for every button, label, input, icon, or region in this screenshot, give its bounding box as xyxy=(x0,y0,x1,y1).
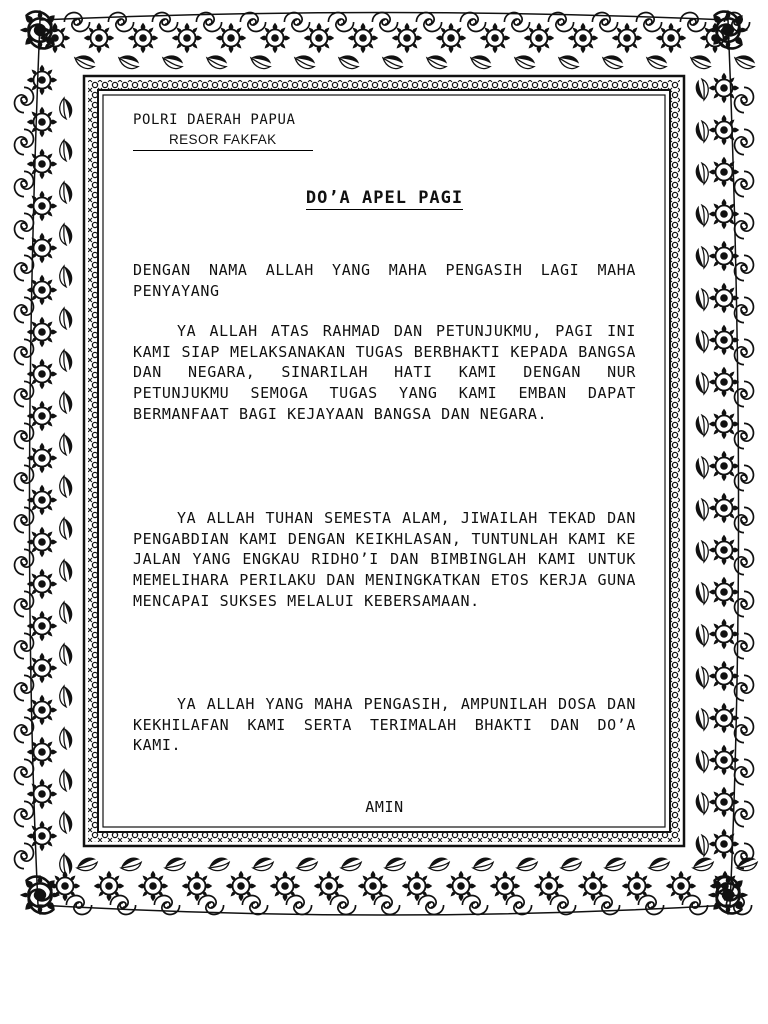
leaf-ornament xyxy=(694,540,710,563)
scroll-ornament xyxy=(374,896,399,915)
leaf-ornament xyxy=(249,52,273,71)
leaf-ornament xyxy=(694,372,710,395)
organization-name: POLRI DAERAH PAPUA xyxy=(133,112,296,128)
leaf-ornament xyxy=(694,456,710,479)
scroll-ornament xyxy=(735,507,754,532)
scroll-ornament xyxy=(682,896,707,915)
scroll-ornament xyxy=(15,759,34,784)
scroll-ornament xyxy=(636,13,661,32)
leaf-ornament xyxy=(58,181,74,204)
flower-ornament xyxy=(490,871,520,901)
closing-amin: AMIN xyxy=(365,798,404,816)
scroll-ornament xyxy=(286,896,311,915)
scroll-ornament xyxy=(15,171,34,196)
flower-ornament xyxy=(622,871,652,901)
scroll-ornament xyxy=(15,465,34,490)
scroll-ornament xyxy=(504,13,529,32)
leaf-ornament xyxy=(58,139,74,162)
leaf-ornament xyxy=(58,685,74,708)
scroll-ornament xyxy=(66,896,91,915)
leaf-ornament xyxy=(58,307,74,330)
leaf-ornament xyxy=(691,855,715,874)
leaf-ornament xyxy=(694,204,710,227)
scroll-ornament xyxy=(15,717,34,742)
leaf-ornament xyxy=(694,330,710,353)
scroll-ornament xyxy=(372,13,397,32)
flower-ornament xyxy=(358,871,388,901)
scroll-ornament xyxy=(418,896,443,915)
leaf-ornament xyxy=(694,414,710,437)
leaf-ornament xyxy=(694,120,710,143)
flower-ornament xyxy=(534,871,564,901)
leaf-ornament xyxy=(58,727,74,750)
scroll-ornament xyxy=(240,13,265,32)
scroll-ornament xyxy=(735,171,754,196)
leaf-ornament xyxy=(733,52,757,71)
leaf-ornament xyxy=(513,52,537,71)
scroll-ornament xyxy=(460,13,485,32)
scroll-ornament xyxy=(15,843,34,868)
leaf-ornament xyxy=(58,391,74,414)
scroll-ornament xyxy=(735,717,754,742)
leaf-ornament xyxy=(58,517,74,540)
leaf-ornament xyxy=(694,582,710,605)
leaf-ornament xyxy=(337,52,361,71)
scroll-ornament xyxy=(506,896,531,915)
scroll-ornament xyxy=(735,213,754,238)
scroll-ornament xyxy=(108,13,133,32)
leaf-ornament xyxy=(694,666,710,689)
leaf-ornament xyxy=(557,52,581,71)
leaf-ornament xyxy=(425,52,449,71)
scroll-ornament xyxy=(15,213,34,238)
leaf-ornament xyxy=(694,78,710,101)
flower-ornament xyxy=(94,871,124,901)
scroll-ornament xyxy=(735,129,754,154)
scroll-ornament xyxy=(328,13,353,32)
scroll-ornament xyxy=(638,896,663,915)
prayer-paragraph-2: YA ALLAH TUHAN SEMESTA ALAM, JIWAILAH TEKAD DAN PENGABDIAN KAMI DENGAN KEIKHLASAN, TUNTUNLAH KAMI KE JALAN YANG ENGKAU RIDHO’I DAN BIMBINGLAH KAMI UNTUK MEMELIHARA PERILAKU DAN MENINGKATKAN ETOS KERJA GUNA MENCAPAI SUKSES MELALUI KEBERSAMAAN. xyxy=(133,509,636,610)
scroll-ornament xyxy=(735,255,754,280)
leaf-ornament xyxy=(559,855,583,874)
flower-ornament xyxy=(314,871,344,901)
leaf-ornament xyxy=(161,52,185,71)
flower-ornament xyxy=(270,871,300,901)
leaf-ornament xyxy=(205,52,229,71)
leaf-ornament xyxy=(58,559,74,582)
leaf-ornament xyxy=(58,601,74,624)
leaf-ornament xyxy=(58,223,74,246)
flower-ornament xyxy=(138,871,168,901)
scroll-ornament xyxy=(735,549,754,574)
leaf-ornament xyxy=(207,855,231,874)
leaf-ornament xyxy=(515,855,539,874)
leaf-ornament xyxy=(694,498,710,521)
scroll-ornament xyxy=(110,896,135,915)
leaf-ornament xyxy=(293,52,317,71)
leaf-ornament xyxy=(58,811,74,834)
leaf-ornament xyxy=(58,97,74,120)
scroll-ornament xyxy=(15,507,34,532)
prayer-paragraph-3: YA ALLAH YANG MAHA PENGASIH, AMPUNILAH DOSA DAN KEKHILAFAN KAMI SERTA TERIMALAH BHAKTI DAN DO’A KAMI. xyxy=(133,695,636,755)
flower-ornament xyxy=(666,871,696,901)
leaf-ornament xyxy=(381,52,405,71)
leaf-ornament xyxy=(119,855,143,874)
leaf-ornament xyxy=(58,475,74,498)
scroll-ornament xyxy=(15,255,34,280)
flower-ornament xyxy=(182,871,212,901)
leaf-ornament xyxy=(694,834,710,857)
unit-name: RESOR FAKFAK xyxy=(133,130,313,151)
leaf-ornament xyxy=(689,52,713,71)
scroll-ornament xyxy=(416,13,441,32)
leaf-ornament xyxy=(58,643,74,666)
leaf-ornament xyxy=(694,792,710,815)
leaf-ornament xyxy=(601,52,625,71)
scroll-ornament xyxy=(735,759,754,784)
scroll-ornament xyxy=(15,801,34,826)
leaf-ornament xyxy=(58,349,74,372)
scroll-ornament xyxy=(15,549,34,574)
scroll-ornament xyxy=(64,13,89,32)
scroll-ornament xyxy=(462,896,487,915)
leaf-ornament xyxy=(645,52,669,71)
scroll-ornament xyxy=(735,87,754,112)
leaf-ornament xyxy=(251,855,275,874)
leaf-ornament xyxy=(469,52,493,71)
flower-ornament xyxy=(446,871,476,901)
leaf-ornament xyxy=(58,769,74,792)
leaf-ornament xyxy=(694,288,710,311)
leaf-ornament xyxy=(694,162,710,185)
leaf-ornament xyxy=(694,624,710,647)
leaf-ornament xyxy=(58,433,74,456)
scroll-ornament xyxy=(15,129,34,154)
scroll-ornament xyxy=(735,801,754,826)
leaf-ornament xyxy=(694,750,710,773)
prayer-paragraph-1: YA ALLAH ATAS RAHMAD DAN PETUNJUKMU, PAGI INI KAMI SIAP MELAKSANAKAN TUGAS BERBHAKTI KEPADA BANGSA DAN NEGARA, SINARILAH HATI KAMI DENGAN NUR PETUNJUKMU SEMOGA TUGAS YANG KAMI EMBAN DAPAT BERMANFAAT BAGI KEJAYAAN BANGSA DAN NEGARA. xyxy=(133,322,636,423)
leaf-ornament xyxy=(694,708,710,731)
flower-ornament xyxy=(402,871,432,901)
leaf-ornament xyxy=(427,855,451,874)
document-header xyxy=(133,110,313,151)
scroll-ornament xyxy=(680,13,705,32)
title-text: DO’A APEL PAGI xyxy=(305,188,464,208)
leaf-ornament xyxy=(75,855,99,874)
flower-ornament xyxy=(578,871,608,901)
document-title xyxy=(133,188,636,208)
flower-ornament xyxy=(226,871,256,901)
flower-ornament xyxy=(699,866,758,925)
leaf-ornament xyxy=(295,855,319,874)
leaf-ornament xyxy=(339,855,363,874)
scroll-ornament xyxy=(242,896,267,915)
scroll-ornament xyxy=(330,896,355,915)
scroll-ornament xyxy=(735,423,754,448)
scroll-ornament xyxy=(284,13,309,32)
scroll-ornament xyxy=(15,423,34,448)
opening-paragraph: DENGAN NAMA ALLAH YANG MAHA PENGASIH LAGI MAHA PENYAYANG xyxy=(133,261,636,300)
leaf-ornament xyxy=(603,855,627,874)
flower-ornament xyxy=(11,1,70,60)
flower-ornament xyxy=(11,866,70,925)
leaf-ornament xyxy=(163,855,187,874)
scroll-ornament xyxy=(15,87,34,112)
leaf-ornament xyxy=(694,246,710,269)
scroll-ornament xyxy=(735,465,754,490)
leaf-ornament xyxy=(73,52,97,71)
leaf-ornament xyxy=(647,855,671,874)
leaf-ornament xyxy=(58,265,74,288)
leaf-ornament xyxy=(117,52,141,71)
leaf-ornament xyxy=(471,855,495,874)
leaf-ornament xyxy=(383,855,407,874)
